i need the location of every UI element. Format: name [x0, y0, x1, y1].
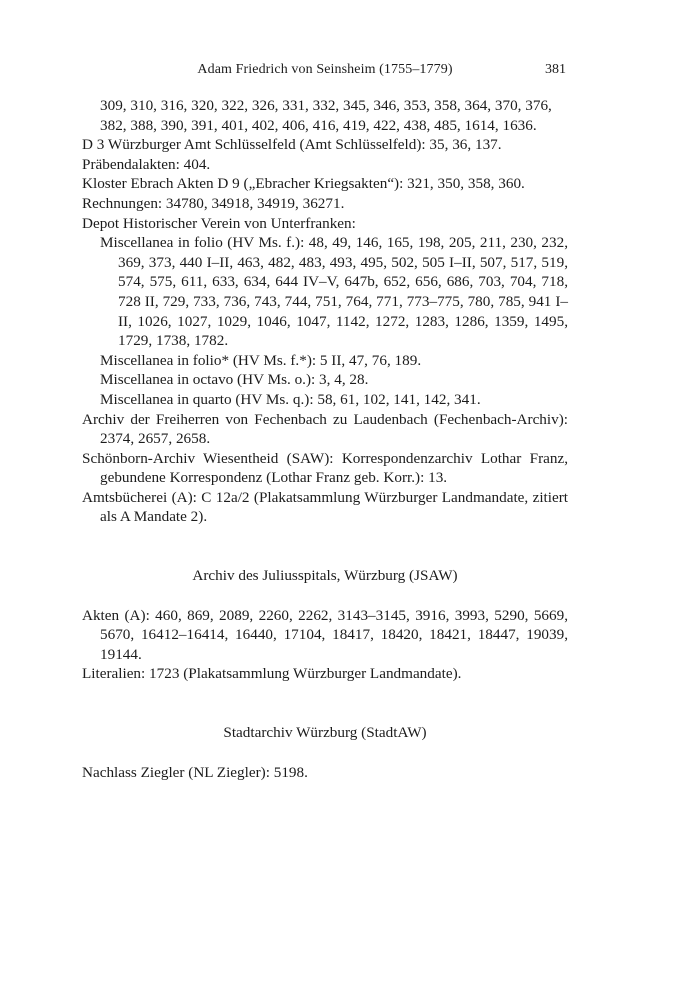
archive-entry-d3: D 3 Würzburger Amt Schlüsselfeld (Amt Schlüsselfeld): 35, 36, 137.: [82, 136, 502, 154]
continued-list-line: 309, 310, 316, 320, 322, 326, 331, 332, 345, 346, 353, 358, 364, 370, 376,: [100, 97, 552, 114]
running-head: [82, 62, 568, 82]
archive-entry-fechenbach: Archiv der Freiherren von Fechenbach zu Laudenbach (Fechenbach-Archiv): 2374, 2657, 2658.: [82, 410, 568, 448]
archive-entry-rechnungen: Rechnungen: 34780, 34918, 34919, 36271.: [82, 194, 345, 212]
body-text: [82, 96, 568, 782]
archive-entry-akten: Akten (A): 460, 869, 2089, 2260, 2262, 3143–3145, 3916, 3993, 5290, 5669, 5670, 16412–16414, 16440, 17104, 18417, 18420, 18421, 18447, 19039, 19144.: [82, 606, 568, 663]
archive-entry-schoenborn: Schönborn-Archiv Wiesentheid (SAW): Korrespondenzarchiv Lothar Franz, gebundene Korrespondenz (Lothar Franz geb. Korr.): 13.: [82, 449, 568, 487]
running-title: Adam Friedrich von Seinsheim (1755–1779): [197, 62, 453, 77]
archive-entry-ebrach: Kloster Ebrach Akten D 9 („Ebracher Kriegsakten“): 321, 350, 358, 360.: [82, 175, 525, 193]
subentry-misc-folio-star: Miscellanea in folio* (HV Ms. f.*): 5 II, 47, 76, 189.: [100, 351, 422, 369]
section-heading-stadtaw: Stadtarchiv Würzburg (StadtAW): [223, 724, 427, 742]
section-spacer: [82, 527, 568, 566]
archive-entry-nachlass-ziegler: Nachlass Ziegler (NL Ziegler): 5198.: [82, 763, 308, 781]
section-heading-jsaw: Archiv des Juliusspitals, Würzburg (JSAW): [192, 567, 458, 585]
continued-list-line: 382, 388, 390, 391, 401, 402, 406, 416, 419, 422, 438, 485, 1614, 1636.: [100, 116, 537, 134]
page-number: 381: [545, 62, 566, 77]
section-spacer: [82, 684, 568, 723]
section-spacer: [82, 586, 568, 606]
subentry-misc-octavo: Miscellanea in octavo (HV Ms. o.): 3, 4, 28.: [100, 371, 369, 389]
subentry-misc-quarto: Miscellanea in quarto (HV Ms. q.): 58, 61, 102, 141, 142, 341.: [100, 390, 481, 408]
archive-entry-amtsbuecherei: Amtsbücherei (A): C 12a/2 (Plakatsammlung Würzburger Landmandate, zitiert als A Mandate 2).: [82, 488, 568, 526]
section-spacer: [82, 743, 568, 763]
archive-entry-depot: Depot Historischer Verein von Unterfranken:: [82, 214, 356, 232]
archive-entry-praebendalakten: Präbendalakten: 404.: [82, 155, 211, 173]
depot-subentries: [82, 233, 568, 409]
subentry-misc-folio: Miscellanea in folio (HV Ms. f.): 48, 49, 146, 165, 198, 205, 211, 230, 232, 369, 373, 440 I–II, 463, 482, 483, 493, 495, 502, 505 I–II, 507, 517, 519, 574, 575, 611, 633, 634, 644 IV–V, 647b, 652, 656, 686, 703, 704, 718, 728 II, 729, 733, 736, 743, 744, 751, 764, 771, 773–775, 780, 785, 941 I–II, 1026, 1027, 1029, 1046, 1047, 1142, 1272, 1283, 1286, 1359, 1495, 1729, 1738, 1782.: [100, 234, 568, 350]
archive-entry-literalien: Literalien: 1723 (Plakatsammlung Würzburger Landmandate).: [82, 665, 462, 683]
